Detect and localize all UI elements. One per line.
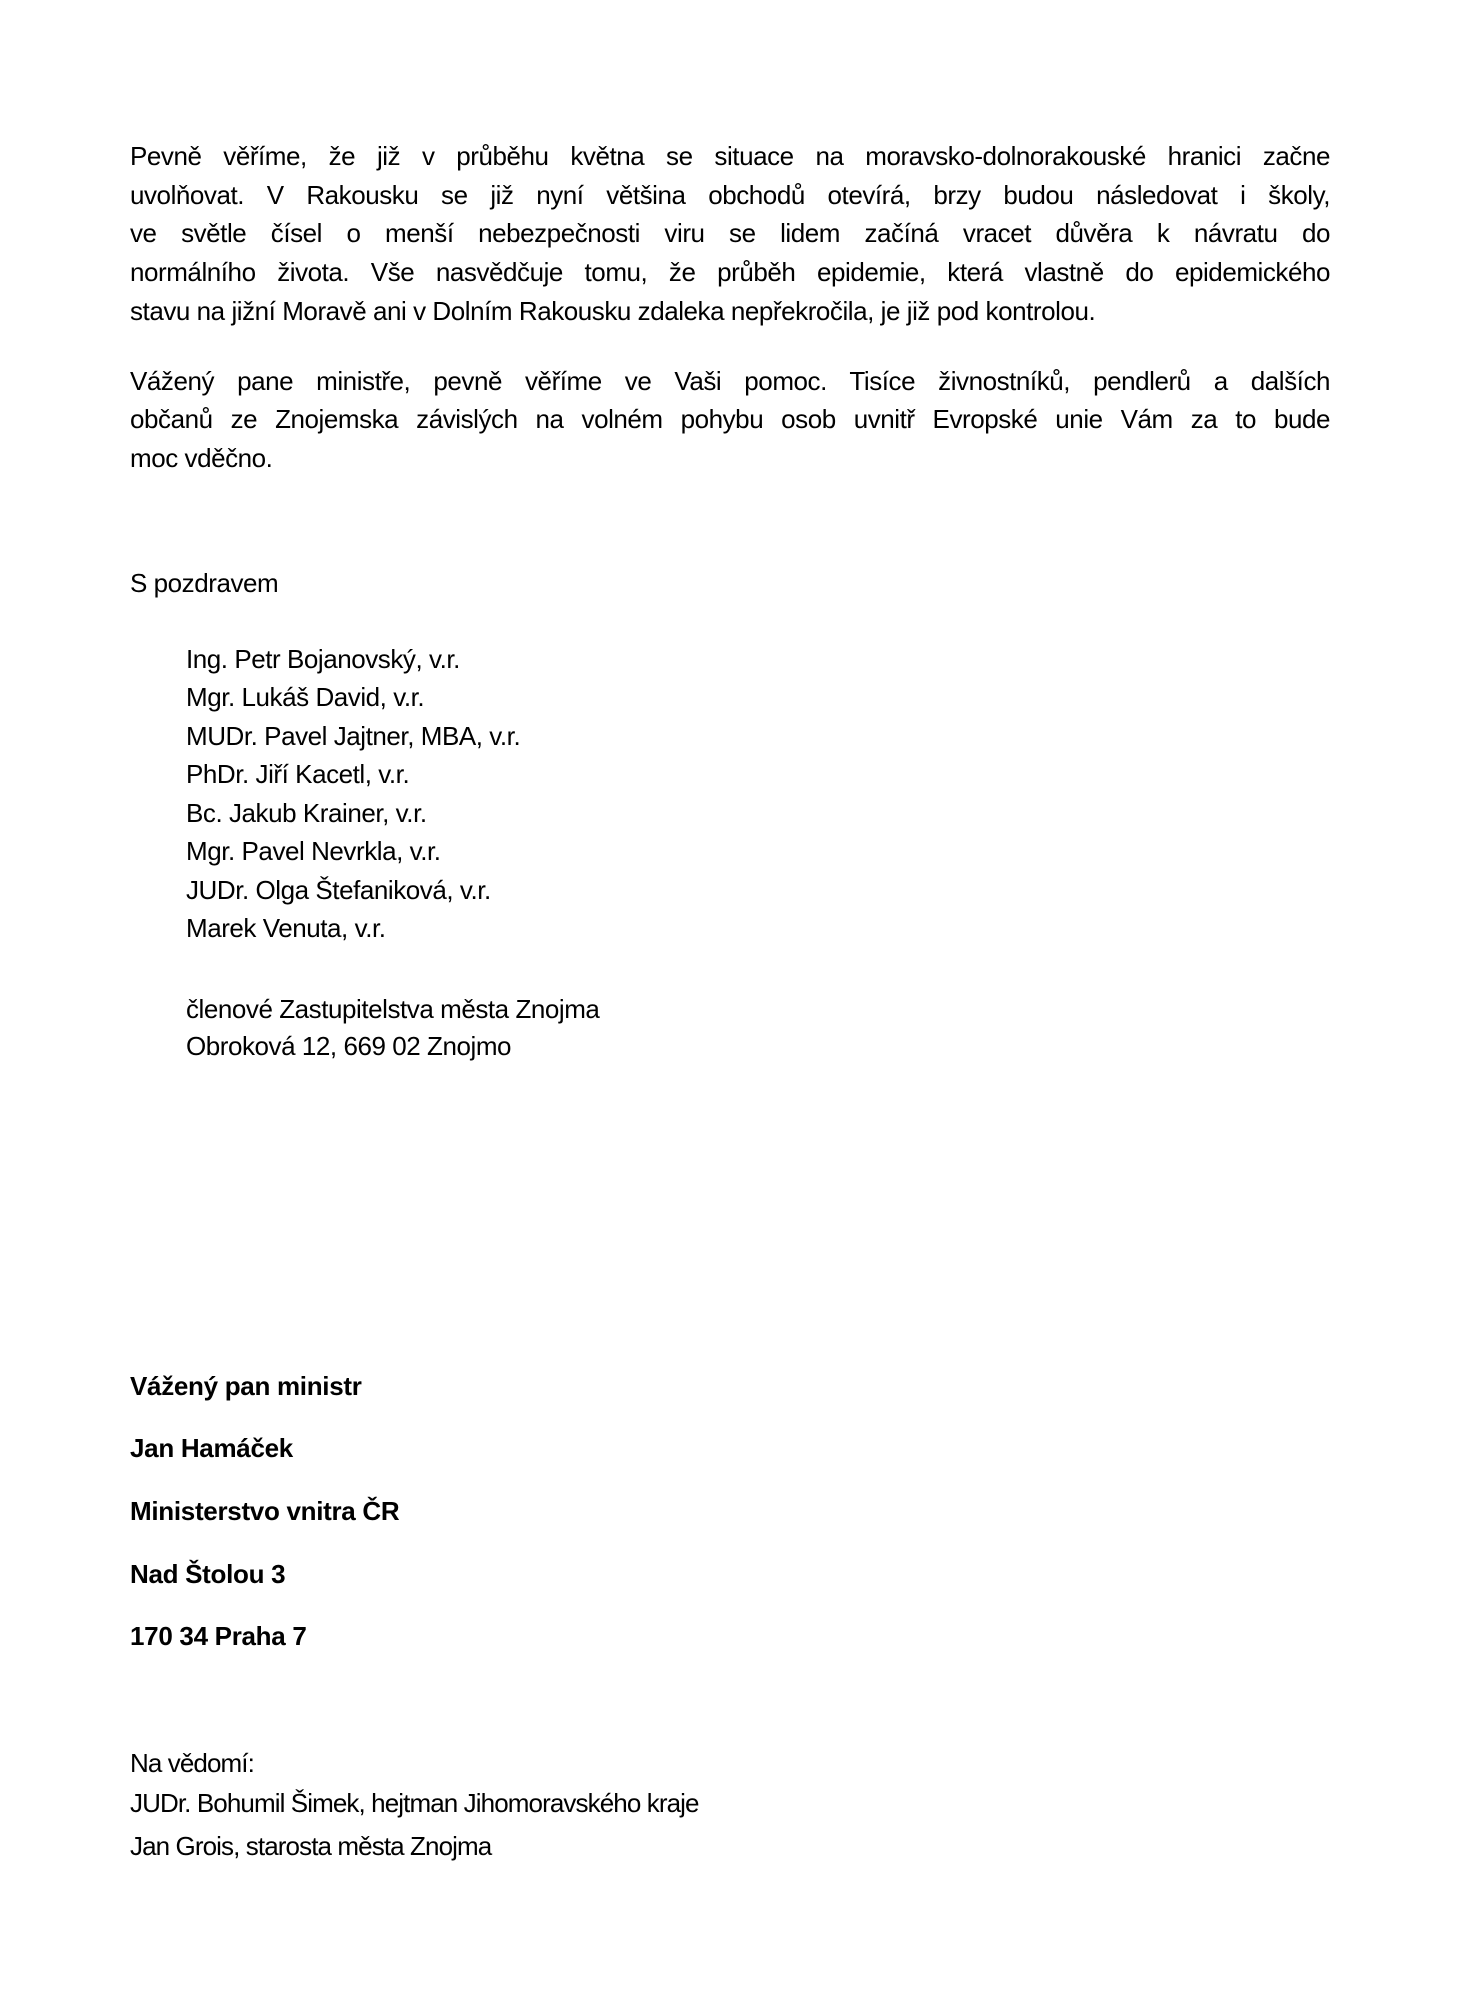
recipient-city: 170 34 Praha 7 — [130, 1621, 307, 1651]
cc-label: Na vědomí: — [130, 1748, 254, 1778]
cc-item: Jan Grois, starosta města Znojma — [130, 1831, 492, 1861]
recipient-name: Jan Hamáček — [130, 1433, 293, 1463]
closing-salutation: S pozdravem — [130, 568, 279, 598]
recipient-organization: Ministerstvo vnitra ČR — [130, 1496, 400, 1526]
signatory: Bc. Jakub Krainer, v.r. — [186, 798, 427, 828]
signatory: Mgr. Pavel Nevrkla, v.r. — [186, 836, 441, 866]
paragraph-1-line: normálního života. Vše nasvědčuje tomu, že průběh epidemie, která vlastně do epidemického — [130, 257, 1330, 287]
sender-group: členové Zastupitelstva města Znojma — [186, 994, 600, 1024]
paragraph-1-line: uvolňovat. V Rakousku se již nyní většina obchodů otevírá, brzy budou následovat i školy, — [130, 180, 1330, 210]
signatory: Ing. Petr Bojanovský, v.r. — [186, 644, 460, 674]
signatory: Mgr. Lukáš David, v.r. — [186, 682, 425, 712]
cc-item: JUDr. Bohumil Šimek, hejtman Jihomoravského kraje — [130, 1788, 699, 1818]
paragraph-2-line: Vážený pane ministře, pevně věříme ve Vaši pomoc. Tisíce živnostníků, pendlerů a dalších — [130, 366, 1330, 396]
signatory: JUDr. Olga Štefaniková, v.r. — [186, 875, 491, 905]
paragraph-1-line: ve světle čísel o menší nebezpečnosti viru se lidem začíná vracet důvěra k návratu do — [130, 218, 1330, 248]
recipient-street: Nad Štolou 3 — [130, 1559, 286, 1589]
signatory: Marek Venuta, v.r. — [186, 913, 386, 943]
paragraph-2-line: občanů ze Znojemska závislých na volném pohybu osob uvnitř Evropské unie Vám za to bude — [130, 404, 1330, 434]
recipient-salutation: Vážený pan ministr — [130, 1371, 362, 1401]
paragraph-2-line: moc vděčno. — [130, 443, 273, 473]
signatory: MUDr. Pavel Jajtner, MBA, v.r. — [186, 721, 521, 751]
paragraph-1-line: stavu na jižní Moravě ani v Dolním Rakousku zdaleka nepřekročila, je již pod kontrolou. — [130, 296, 1096, 326]
paragraph-1-line: Pevně věříme, že již v průběhu května se situace na moravsko-dolnorakouské hranici začne — [130, 141, 1330, 171]
signatory: PhDr. Jiří Kacetl, v.r. — [186, 759, 410, 789]
sender-address: Obroková 12, 669 02 Znojmo — [186, 1031, 512, 1061]
